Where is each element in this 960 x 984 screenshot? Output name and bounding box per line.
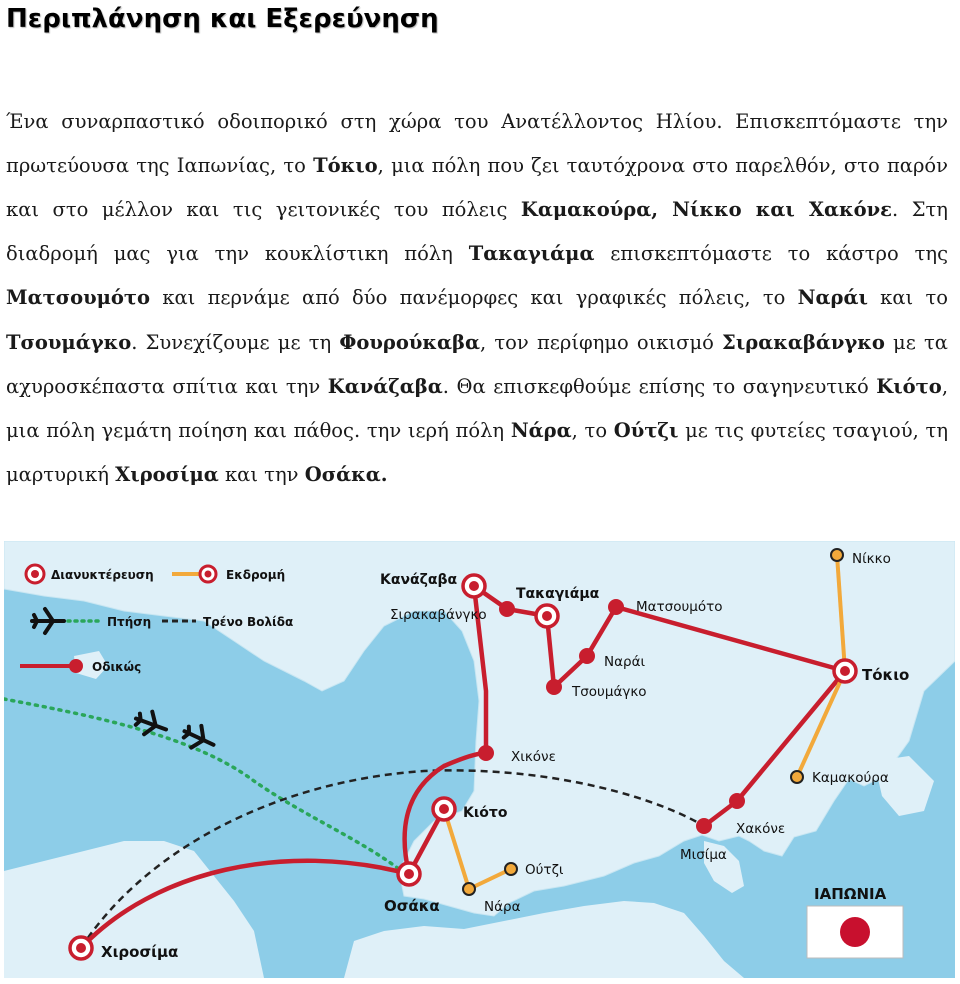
- page-title: Περιπλάνηση και Εξερεύνηση: [6, 4, 439, 34]
- label-narai: Ναράι: [604, 654, 646, 670]
- bold-place-name: Τσουμάγκο: [6, 330, 132, 354]
- text-segment: . Συνεχίζουμε με τη: [131, 330, 340, 354]
- bold-place-name: Φουρούκαβα: [339, 330, 480, 354]
- legend-excursion-label: Εκδρομή: [226, 568, 286, 582]
- label-nikko: Νίκκο: [852, 551, 891, 567]
- label-tsumago: Τσουμάγκο: [572, 684, 647, 700]
- stop-kyoto: [433, 798, 455, 820]
- point-uji: [505, 863, 517, 875]
- text-segment: και περνάμε από δύο πανέμορφες και γραφικές πόλεις, το: [150, 286, 798, 310]
- point-tsumago: [546, 679, 562, 695]
- text-segment: , τον περίφημο οικισμό: [480, 330, 723, 354]
- label-hiroshima: Χιροσίμα: [101, 943, 179, 961]
- stop-osaka: [398, 863, 420, 885]
- label-takayama: Τακαγιάμα: [516, 586, 600, 602]
- label-hakone: Χακόνε: [736, 821, 786, 837]
- point-nikko: [831, 549, 843, 561]
- bold-place-name: Χιροσίμα: [115, 463, 219, 487]
- point-matsumoto: [608, 599, 624, 615]
- label-shirakawago: Σιρακαβάνγκο: [390, 607, 487, 623]
- legend-flight-label: Πτήση: [107, 615, 152, 629]
- legend-road-dot: [69, 659, 83, 673]
- bold-place-name: Ματσουμότο: [6, 286, 151, 310]
- route-map: [4, 541, 955, 978]
- point-hakone: [729, 793, 745, 809]
- point-kamakura: [791, 771, 803, 783]
- text-segment: και την: [218, 463, 305, 487]
- text-segment: , το: [571, 418, 614, 442]
- bold-place-name: Ούτζι: [613, 418, 679, 442]
- flag-sun: [840, 917, 870, 947]
- label-matsumoto: Ματσουμότο: [636, 599, 723, 615]
- text-segment: . Θα επισκεφθούμε επίσης το σαγηνευτικό: [442, 374, 877, 398]
- legend-excursion-icon: [200, 566, 216, 582]
- text-segment: . Στη διαδρομή μας για την κουκλίστικη πόλη: [6, 197, 948, 266]
- point-narai: [579, 648, 595, 664]
- label-kyoto: Κιότο: [463, 805, 508, 821]
- bold-place-name: Τακαγιάμα: [468, 242, 595, 266]
- text-segment: επισκεπτόμαστε το κάστρο της: [594, 242, 948, 266]
- bold-place-name: Νάρα: [510, 418, 572, 442]
- label-mishima: Μισίμα: [680, 847, 727, 863]
- text-segment: και το: [867, 286, 948, 310]
- bold-place-name: Σιρακαβάνγκο: [722, 330, 885, 354]
- point-nara: [463, 883, 475, 895]
- legend-train-label: Τρένο Βολίδα: [203, 615, 294, 629]
- bold-place-name: Κανάζαβα: [327, 374, 443, 398]
- country-label: ΙΑΠΩΝΙΑ: [814, 885, 887, 903]
- label-hikone: Χικόνε: [511, 749, 556, 765]
- intro-paragraph: [6, 100, 948, 498]
- point-mishima: [696, 818, 712, 834]
- stop-hiroshima: [70, 937, 92, 959]
- legend-stay-icon: [26, 565, 44, 583]
- bold-place-name: Καμακούρα, Νίκκο και Χακόνε: [520, 197, 893, 221]
- stop-kanazawa: [463, 575, 485, 597]
- legend-stay-label: Διανυκτέρευση: [51, 568, 154, 582]
- text-segment: με τα αχυροσκέπαστα σπίτια και την: [6, 330, 948, 398]
- text-segment: Ένα συναρπαστικό οδοιπορικό στη χώρα του Ανατέλλοντος Ηλίου. Επισκεπτόμαστε την πρωτεύουσα της Ιαπωνίας, το: [6, 109, 948, 177]
- stop-tokyo: [834, 660, 856, 682]
- stop-takayama: [536, 605, 558, 627]
- bold-place-name: Τόκιο: [313, 153, 378, 177]
- text-segment: , μια πόλη γεμάτη ποίηση και πάθος. την ιερή πόλη: [6, 374, 949, 442]
- point-shirakawago: [499, 601, 515, 617]
- bold-place-name: Κιότο: [876, 374, 942, 398]
- label-uji: Ούτζι: [525, 862, 564, 878]
- bold-place-name: Οσάκα.: [304, 463, 388, 487]
- legend-road-label: Οδικώς: [92, 660, 142, 674]
- label-kamakura: Καμακούρα: [812, 770, 889, 786]
- label-nara: Νάρα: [484, 899, 521, 915]
- text-segment: με τις φυτείες τσαγιού, τη μαρτυρική: [6, 418, 948, 487]
- label-kanazawa: Κανάζαβα: [380, 572, 458, 588]
- bold-place-name: Ναράι: [797, 286, 868, 310]
- text-segment: , μια πόλη που ζει ταυτόχρονα στο παρελθόν, στο παρόν και στο μέλλον και τις γειτονικές του πόλεις: [6, 153, 949, 221]
- label-osaka: Οσάκα: [384, 897, 440, 915]
- label-tokyo: Τόκιο: [862, 666, 910, 684]
- point-hikone: [478, 745, 494, 761]
